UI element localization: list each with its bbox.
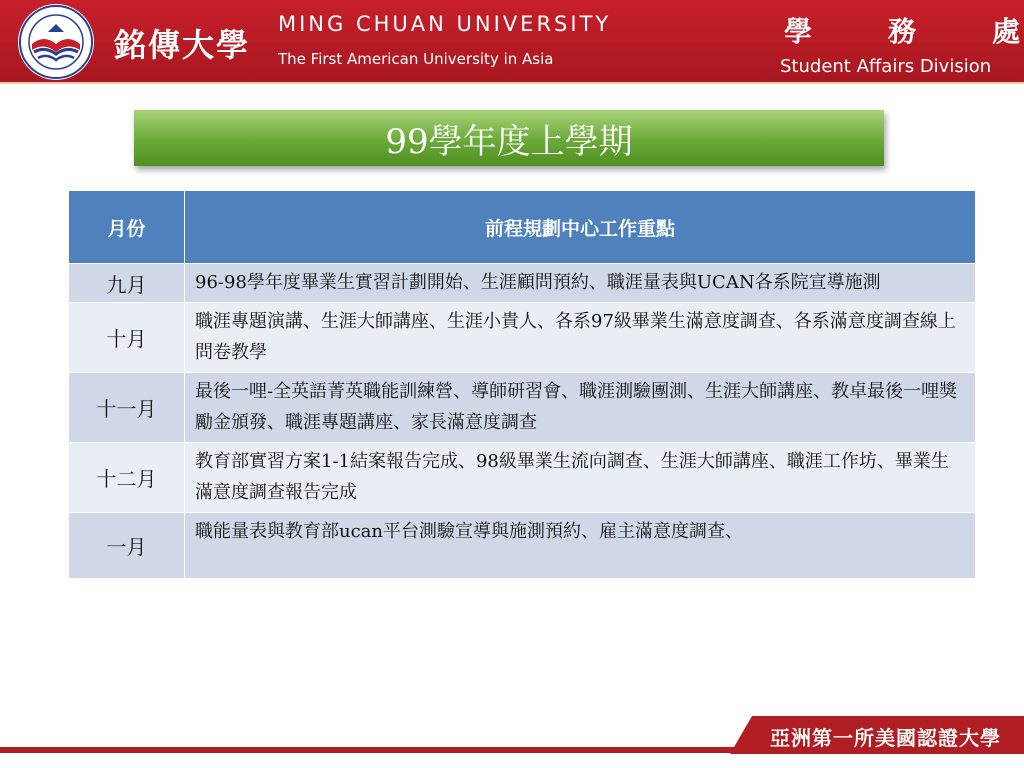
- semester-title: 99學年度上學期: [385, 121, 633, 162]
- department-char: 處: [991, 15, 1020, 48]
- month-cell: 一月: [69, 513, 185, 579]
- department-name-english: Student Affairs Division: [780, 56, 992, 77]
- department-char: 學: [784, 15, 813, 48]
- work-schedule-table: [68, 190, 976, 579]
- work-cell: 最後一哩-全英語菁英職能訓練營、導師研習會、職涯測驗團測、生涯大師講座、教卓最後一哩獎勵金頒發、職涯專題講座、家長滿意度調查: [185, 373, 976, 443]
- table-header-row: [69, 191, 976, 264]
- university-name-english: MING CHUAN UNIVERSITY: [278, 12, 612, 36]
- month-cell: 十月: [69, 303, 185, 373]
- work-cell: 職涯專題演講、生涯大師講座、生涯小貴人、各系97級畢業生滿意度調查、各系滿意度調查線上問卷教學: [185, 303, 976, 373]
- university-seal-icon: [18, 4, 94, 80]
- table-row: [69, 303, 976, 373]
- month-cell: 十二月: [69, 443, 185, 513]
- footer-slogan: 亞洲第一所美國認證大學: [770, 726, 1001, 750]
- table-row: [69, 513, 976, 579]
- table-row: [69, 443, 976, 513]
- table-row: [69, 373, 976, 443]
- month-cell: 九月: [69, 264, 185, 303]
- column-header-work: 前程規劃中心工作重點: [185, 191, 976, 264]
- month-cell: 十一月: [69, 373, 185, 443]
- work-cell: 96-98學年度畢業生實習計劃開始、生涯顧問預約、職涯量表與UCAN各系院宣導施測: [185, 264, 976, 303]
- table-row: [69, 264, 976, 303]
- header-banner: [0, 0, 1024, 84]
- university-tagline: The First American University in Asia: [278, 50, 554, 68]
- column-header-month: 月份: [69, 191, 185, 264]
- semester-title-banner: [134, 110, 884, 166]
- department-name-chinese: [784, 10, 1020, 50]
- work-cell: 職能量表與教育部ucan平台測驗宣導與施測預約、雇主滿意度調查、: [185, 513, 976, 579]
- work-cell: 教育部實習方案1-1結案報告完成、98級畢業生流向調查、生涯大師講座、職涯工作坊、畢業生滿意度調查報告完成: [185, 443, 976, 513]
- university-name-chinese: 銘傳大學: [114, 26, 251, 64]
- department-char: 務: [887, 15, 916, 48]
